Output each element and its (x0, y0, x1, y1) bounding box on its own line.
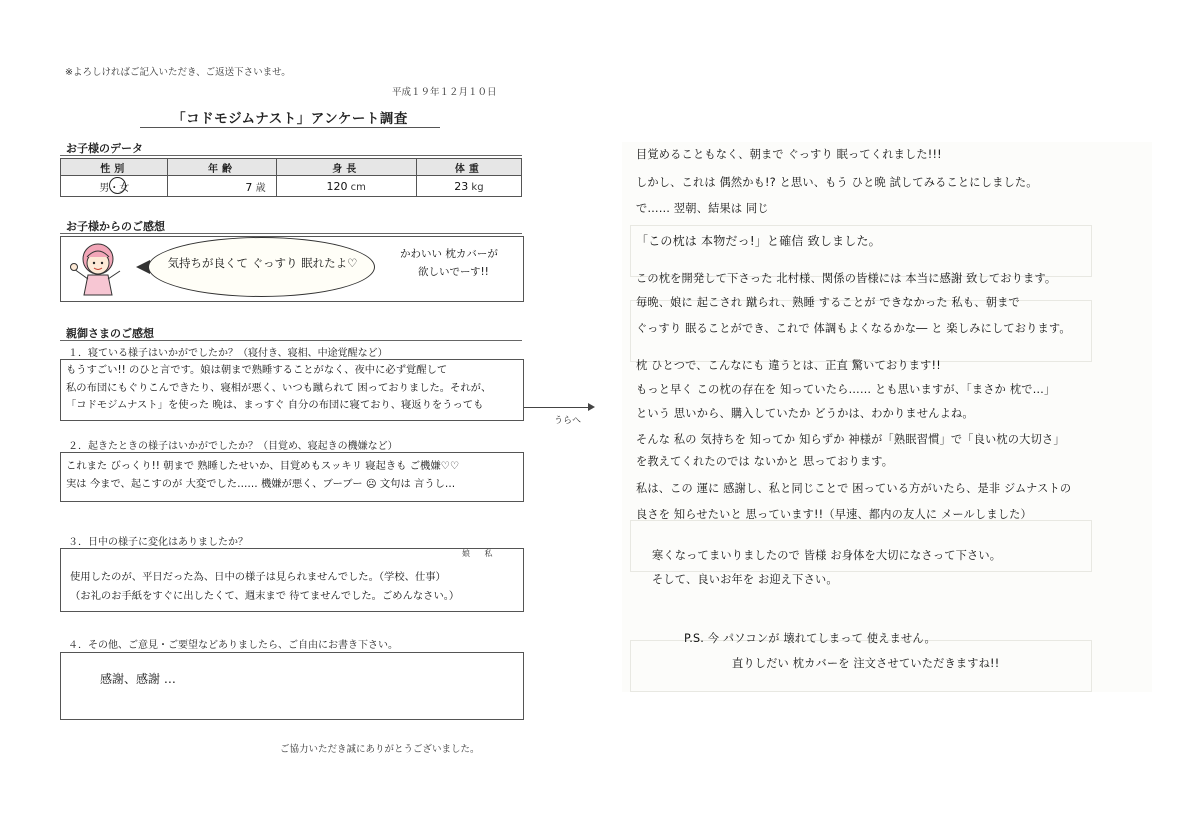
question-3: ３．日中の様子に変化はありましたか？ (68, 537, 248, 548)
section-divider (60, 340, 522, 341)
closing-thanks: ご協力いただき誠にありがとうございました。 (280, 744, 480, 755)
form-title: 「コドモジムナスト」アンケート調査 (172, 111, 408, 127)
answer-line: もうすごい!! のひと言です。娘は朝まで熟睡することがなく、夜中に必ず覚醒して (66, 364, 448, 376)
weight-cell (416, 176, 521, 197)
girl-illustration (64, 239, 134, 299)
child-data-table (60, 158, 522, 197)
gender-cell (61, 176, 168, 197)
gender-circle-mark (109, 177, 126, 194)
height-value: 120 (326, 179, 348, 193)
letter-line: しかし、これは 偶然かも!? と思い、もう ひと晩 試してみることにしました。 (636, 176, 1038, 189)
answer-2 (66, 458, 459, 493)
letter-line: 「この枕は 本物だっ!」と確信 致しました。 (636, 234, 881, 248)
letter-line: もっと早く この枕の存在を 知っていたら…… とも思いますが、「まさか 枕で…」 (636, 383, 1056, 396)
answer-1 (66, 362, 491, 415)
letter-postscript: 直りしだい 枕カバーを 注文させていただきますね!! (732, 657, 1000, 670)
letter-postscript: P.S. 今 パソコンが 壊れてしまって 使えません。 (684, 632, 936, 645)
pillowcase-request (400, 245, 498, 281)
answer-line: これまた びっくり!! 朝まで 熟睡したせいか、目覚めもスッキリ 寝起きも ご機嫌♡♡ (66, 460, 460, 472)
section-divider (60, 233, 522, 234)
letter-line: 毎晩、娘に 起こされ 蹴られ、熟睡 することが できなかった 私も、朝まで (636, 296, 1020, 309)
question-1: １．寝ている様子はいかがでしたか？（寝付き、寝相、中途覚醒など） (68, 348, 388, 359)
age-cell (168, 176, 276, 197)
letter-line: この枕を開発して下さった 北村様、関係の皆様には 本当に感謝 致しております。 (636, 272, 1057, 285)
header-height: 身長 (276, 159, 416, 176)
letter-line: 寒くなってまいりましたので 皆様 お身体を大切になさって下さい。 (652, 549, 1002, 562)
answer-line: 「コドモジムナスト」を使った 晩は、まっすぐ 自分の布団に寝ており、寝返りをうっても (66, 399, 484, 411)
header-age: 年齢 (168, 159, 276, 176)
gender-value: 男・女 (99, 182, 130, 194)
question-4: ４．その他、ご意見・ご要望などありましたら、ご自由にお書き下さい。 (68, 640, 398, 651)
answer-3 (70, 568, 459, 606)
show-through-box (630, 520, 1092, 572)
continue-arrow (524, 407, 592, 408)
letter-line: 私は、この 運に 感謝し、私と同じことで 困っている方がいたら、是非 ジムナストの (636, 482, 1072, 495)
form-date: 平成１９年１２月１０日 (392, 87, 497, 98)
weight-value: 23 (454, 179, 469, 193)
side-note-line: かわいい 枕カバーが (400, 248, 498, 260)
letter-line: そんな 私の 気持ちを 知ってか 知らずか 神様が「熟眠習慣」で「良い枕の大切さ」 (636, 433, 1065, 446)
side-note-line: 欲しいでーす!! (418, 266, 489, 278)
height-cell (276, 176, 416, 197)
title-underline (140, 127, 440, 128)
header-weight: 体重 (416, 159, 521, 176)
age-value: 7 (245, 180, 253, 194)
letter-line: ぐっすり 眠ることができ、これで 体調もよくなるかな― と 楽しみにしております。 (636, 322, 1071, 335)
answer-4: 感謝、感謝 … (100, 672, 176, 686)
answer-line: 私の布団にもぐりこんできたり、寝相が悪く、いつも蹴られて 困っておりました。それが、 (66, 381, 492, 394)
letter-line: そして、良いお年を お迎え下さい。 (652, 573, 838, 586)
weight-unit: kg (471, 181, 484, 193)
age-unit: 歳 (255, 182, 266, 194)
section-divider (60, 155, 522, 156)
letter-line: 枕 ひとつで、こんなにも 違うとは、正直 驚いております!! (636, 359, 941, 372)
answer-line: 実は 今まで、起こすのが 大変でした…… 機嫌が悪く、ブーブー ☹ 文句は 言うし… (66, 477, 456, 490)
speech-bubble-text: 気持ちが良くて ぐっすり 眠れたよ♡ (167, 256, 358, 270)
answer-3-annotation: 娘 私 (462, 549, 499, 558)
answer-line: （お礼のお手紙をすぐに出したくて、週末まで 待てませんでした。ごめんなさい。） (70, 590, 460, 602)
arrow-head-icon (588, 403, 595, 411)
letter-line: という 思いから、購入していたか どうかは、わかりませんよね。 (636, 407, 974, 420)
letter-line: で…… 翌朝、結果は 同じ (636, 202, 769, 215)
parent-feedback-label: 親御さまのご感想 (66, 327, 154, 340)
letter-line: 良さを 知らせたいと 思っています!!（早速、都内の友人に メールしました） (636, 508, 1032, 521)
question-2: ２．起きたときの様子はいかがでしたか？（目覚め、寝起きの機嫌など） (68, 441, 398, 452)
answer-line: 使用したのが、平日だった為、日中の様子は見られませんでした。（学校、仕事） (70, 571, 446, 583)
continue-label: うらへ (554, 416, 582, 426)
child-feedback-label: お子様からのご感想 (66, 220, 165, 233)
letter-line: 目覚めることもなく、朝まで ぐっすり 眠ってくれました!!! (636, 148, 942, 161)
header-gender: 性別 (61, 159, 168, 176)
height-unit: cm (350, 181, 366, 193)
child-data-label: お子様のデータ (66, 142, 143, 155)
return-notice: ※よろしければご記入いただき、ご返送下さいませ。 (65, 67, 291, 78)
letter-line: を教えてくれたのでは ないかと 思っております。 (636, 455, 894, 468)
